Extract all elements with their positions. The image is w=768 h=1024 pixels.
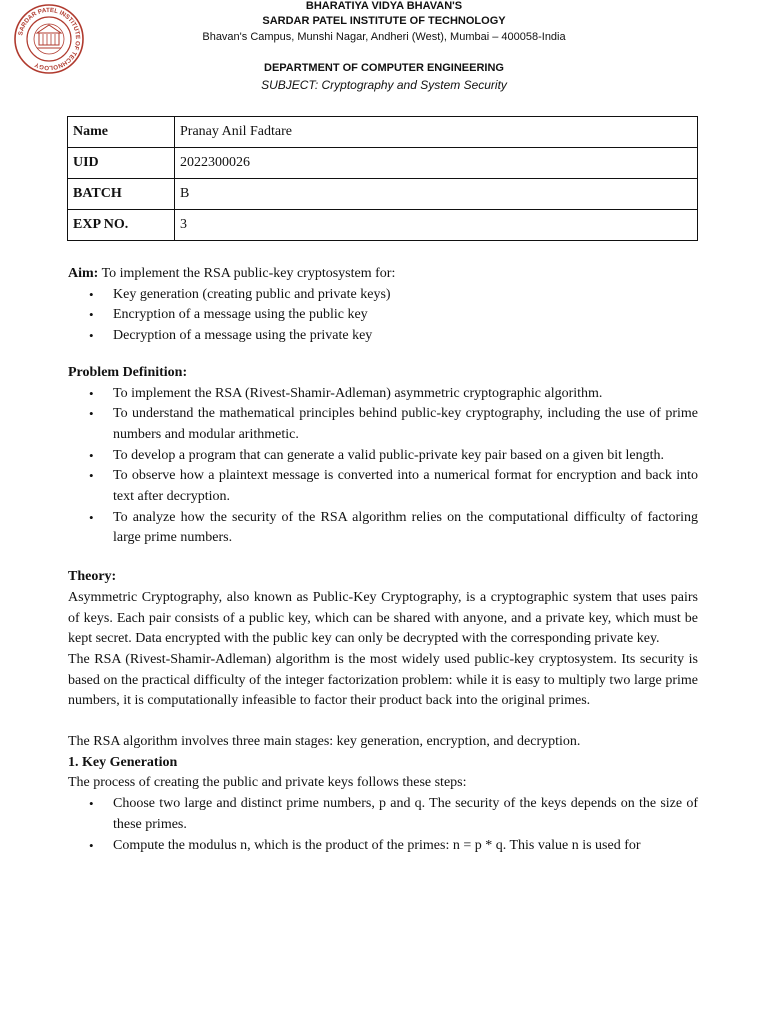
uid-value: 2022300026 — [175, 148, 698, 179]
exp-no-label: EXP NO. — [68, 210, 175, 241]
institution-address: Bhavan's Campus, Munshi Nagar, Andheri (West), Mumbai – 400058-India — [202, 31, 566, 43]
list-item: • Compute the modulus n, which is the product of the primes: n = p * q. This value n is used for — [68, 836, 698, 857]
aim-text: To implement the RSA public-key cryptosystem for: — [98, 266, 396, 281]
list-item: • To implement the RSA (Rivest-Shamir-Adleman) asymmetric cryptographic algorithm. — [68, 384, 698, 405]
table-row — [68, 117, 698, 148]
uid-label: UID — [68, 148, 175, 179]
list-item: • Choose two large and distinct prime numbers, p and q. The security of the keys depends on the size of these primes. — [68, 794, 698, 835]
theory-paragraph-1: Asymmetric Cryptography, also known as Public-Key Cryptography, is a cryptographic system that uses pairs of keys. Each pair consists of a public key, which can be shared with anyone, and a private key, which must be kept secret. Data encrypted with the public key can only be decrypted with the corresponding private key. — [68, 589, 698, 647]
list-item: • To observe how a plaintext message is converted into a numerical format for encryption and back into text after decryption. — [68, 466, 698, 507]
department-title: DEPARTMENT OF COMPUTER ENGINEERING — [264, 62, 504, 74]
table-row — [68, 210, 698, 241]
key-generation-list — [68, 794, 698, 856]
problem-definition-list — [68, 384, 698, 550]
problem-definition-heading: Problem Definition: — [68, 364, 188, 380]
key-generation-heading: 1. Key Generation — [68, 754, 178, 770]
institute-logo — [11, 3, 87, 75]
exp-no-value: 3 — [175, 210, 698, 241]
institution-name-line2: SARDAR PATEL INSTITUTE OF TECHNOLOGY — [262, 15, 506, 27]
key-generation-intro: The process of creating the public and private keys follows these steps: — [68, 775, 467, 791]
student-info-table — [67, 116, 698, 241]
batch-value: B — [175, 179, 698, 210]
theory-paragraph-2: The RSA (Rivest-Shamir-Adleman) algorithm is the most widely used public-key cryptosystem. Its security is based on the practical difficulty of the integer factorization problem: while it is easy to multiply two large prime numbers, it is computationally infeasible to factor their product back into the original primes. — [68, 651, 698, 709]
batch-label: BATCH — [68, 179, 175, 210]
name-value: Pranay Anil Fadtare — [175, 117, 698, 148]
aim-paragraph — [68, 264, 698, 285]
aim-label: Aim: — [68, 266, 99, 281]
table-row — [68, 179, 698, 210]
table-row — [68, 148, 698, 179]
theory-paragraph-3: The RSA algorithm involves three main stages: key generation, encryption, and decryption. — [68, 734, 581, 750]
theory-heading: Theory: — [68, 569, 117, 585]
list-item: • To understand the mathematical principles behind public-key cryptography, including the use of prime numbers and modular arithmetic. — [68, 404, 698, 445]
aim-list — [68, 285, 698, 347]
list-item: • To analyze how the security of the RSA algorithm relies on the computational difficulty of factoring large prime numbers. — [68, 508, 698, 549]
subject-line: SUBJECT: Cryptography and System Security — [261, 78, 507, 92]
name-label: Name — [68, 117, 175, 148]
document-body — [68, 264, 698, 856]
list-item: • Decryption of a message using the private key — [68, 326, 698, 347]
list-item: • To develop a program that can generate a valid public-private key pair based on a given bit length. — [68, 446, 698, 467]
svg-text:SARDAR PATEL INSTITUTE OF TECH: SARDAR PATEL INSTITUTE OF TECHNOLOGY — [17, 6, 82, 72]
institution-name-line1: BHARATIYA VIDYA BHAVAN'S — [305, 0, 463, 12]
list-item: • Key generation (creating public and private keys) — [68, 285, 698, 306]
list-item: • Encryption of a message using the public key — [68, 305, 698, 326]
